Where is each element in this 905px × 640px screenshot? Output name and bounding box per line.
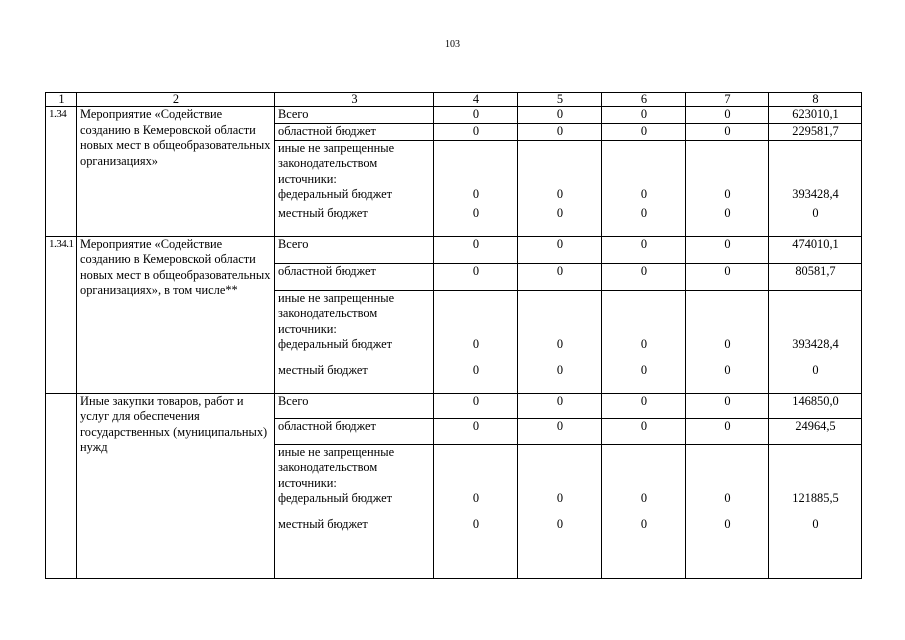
value-cell-c5 [518,444,602,578]
header-cell: 3 [275,93,434,107]
table-row [46,236,862,263]
row-name: Мероприятие «Содействие созданию в Кемеровской области новых мест в общеобразовательных организациях», в том числе** [77,236,275,393]
value-cell-c4: 0 [434,236,518,263]
sub-value: 0 [640,516,648,531]
row-code: 1.34 [46,107,77,237]
value-cell-c8 [769,444,862,578]
sub-value: 0 [472,516,480,531]
spacer [772,291,859,338]
value-cell-c5 [518,140,602,236]
sub-funding-source: местный бюджет [278,516,368,531]
sub-funding-source: федеральный бюджет [278,491,393,505]
value-cell-c5: 0 [518,236,602,263]
value-cell-c8: 623010,1 [769,107,862,124]
sub-value: 121885,5 [792,491,839,505]
sub-value: 0 [724,337,731,351]
value-cell-c4: 0 [434,107,518,124]
value-cell-c6: 0 [602,107,686,124]
sub-value: 0 [556,337,564,351]
spacer [605,445,683,492]
sub-value: 393428,4 [792,337,839,351]
value-cell-c5 [518,290,602,393]
value-cell-c8: 474010,1 [769,236,862,263]
value-cell-c4 [434,140,518,236]
value-cell-c4 [434,290,518,393]
sub-value: 0 [640,187,648,201]
sub-value: 0 [472,205,480,220]
value-cell-c5: 0 [518,263,602,290]
value-cell-c7 [686,444,769,578]
value-cell-c4: 0 [434,263,518,290]
value-cell-c4: 0 [434,418,518,444]
spacer [772,445,859,492]
value-cell-c6: 0 [602,418,686,444]
sub-funding-source: местный бюджет [278,362,368,377]
sub-value: 0 [640,337,648,351]
sub-value: 0 [724,187,731,201]
spacer [689,445,766,492]
other-sources-cell [275,290,434,393]
value-cell-c6: 0 [602,123,686,140]
sub-value: 0 [812,362,819,377]
value-cell-c7: 0 [686,418,769,444]
funding-source: областной бюджет [275,263,434,290]
value-cell-c7 [686,140,769,236]
row-code [46,393,77,578]
value-cell-c8 [769,140,862,236]
sub-value: 0 [724,491,731,505]
sub-value: 0 [812,516,819,531]
header-cell: 5 [518,93,602,107]
value-cell-c8 [769,290,862,393]
value-cell-c7 [686,290,769,393]
spacer [605,291,683,338]
value-cell-c7: 0 [686,123,769,140]
funding-source: областной бюджет [275,123,434,140]
sub-funding-source: федеральный бюджет [278,337,393,351]
value-cell-c6 [602,140,686,236]
header-cell: 4 [434,93,518,107]
sub-value: 0 [556,362,564,377]
value-cell-c6: 0 [602,263,686,290]
sub-value: 0 [556,187,564,201]
value-cell-c5: 0 [518,418,602,444]
funding-source: Всего [275,393,434,418]
sub-value: 0 [472,337,480,351]
sub-value: 0 [640,205,648,220]
funding-source: Всего [275,236,434,263]
row-name: Иные закупки товаров, работ и услуг для обеспечения государственных (муниципальных) нужд [77,393,275,578]
sub-value: 0 [812,205,819,220]
sub-value: 0 [472,491,480,505]
spacer [437,445,515,492]
funding-source: областной бюджет [275,418,434,444]
page-number: 103 [445,39,460,50]
sub-value: 0 [472,187,480,201]
other-sources-cell [275,140,434,236]
sub-value: 0 [556,491,564,505]
value-cell-c5: 0 [518,123,602,140]
sub-value: 0 [724,362,731,377]
spacer [605,141,683,188]
value-cell-c8: 229581,7 [769,123,862,140]
other-sources-cell [275,444,434,578]
value-cell-c8: 24964,5 [769,418,862,444]
spacer [521,291,599,338]
sub-value: 0 [640,362,648,377]
value-cell-c5: 0 [518,393,602,418]
header-row [46,93,862,107]
value-cell-c7: 0 [686,263,769,290]
value-cell-c8: 146850,0 [769,393,862,418]
value-cell-c6: 0 [602,236,686,263]
sub-value: 0 [640,491,648,505]
spacer [689,291,766,338]
sub-value: 0 [472,362,480,377]
spacer [521,445,599,492]
sub-funding-source: местный бюджет [278,205,368,220]
row-name: Мероприятие «Содействие созданию в Кемеровской области новых мест в общеобразовательных организациях» [77,107,275,237]
header-cell: 7 [686,93,769,107]
other-sources-label: иные не запрещенные законодательством источники: [278,290,395,336]
value-cell-c5: 0 [518,107,602,124]
sub-value: 393428,4 [792,187,839,201]
row-code: 1.34.1 [46,236,77,393]
table-row [46,393,862,418]
value-cell-c4 [434,444,518,578]
value-cell-c6 [602,290,686,393]
other-sources-label: иные не запрещенные законодательством источники: [278,444,395,490]
sub-value: 0 [556,516,564,531]
budget-table [45,92,862,579]
spacer [437,141,515,188]
sub-funding-source: федеральный бюджет [278,187,393,201]
sub-value: 0 [556,205,564,220]
other-sources-label: иные не запрещенные законодательством источники: [278,140,395,186]
value-cell-c6 [602,444,686,578]
header-cell: 1 [46,93,77,107]
header-cell: 2 [77,93,275,107]
spacer [521,141,599,188]
value-cell-c7: 0 [686,236,769,263]
header-cell: 8 [769,93,862,107]
value-cell-c4: 0 [434,123,518,140]
value-cell-c8: 80581,7 [769,263,862,290]
spacer [772,141,859,188]
table-row [46,107,862,124]
spacer [437,291,515,338]
value-cell-c7: 0 [686,107,769,124]
sub-value: 0 [724,516,731,531]
value-cell-c7: 0 [686,393,769,418]
spacer [689,141,766,188]
sub-value: 0 [724,205,731,220]
funding-source: Всего [275,107,434,124]
header-cell: 6 [602,93,686,107]
value-cell-c6: 0 [602,393,686,418]
value-cell-c4: 0 [434,393,518,418]
